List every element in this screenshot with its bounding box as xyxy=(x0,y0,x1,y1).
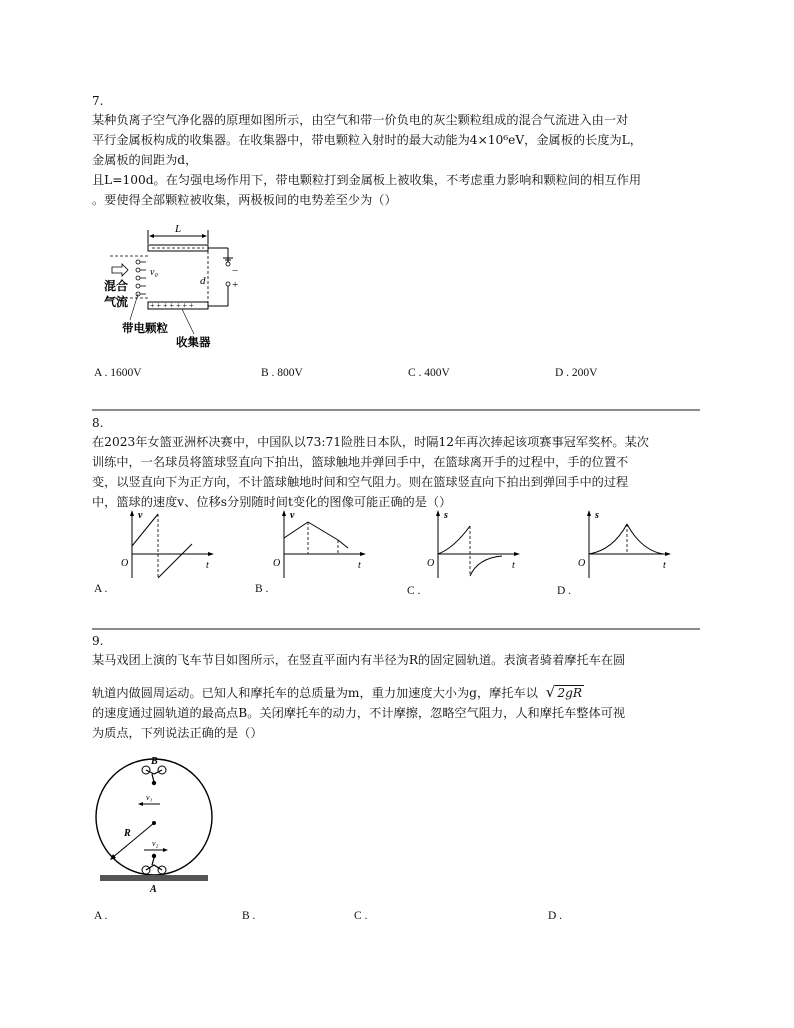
x-axis-label: t xyxy=(663,560,666,571)
question-text-line: 某种负离子空气净化器的原理如图所示，由空气和带一价负电的灰尘颗粒组成的混合气流进入由一对 xyxy=(92,113,629,127)
option-d[interactable]: D . 200V xyxy=(555,367,598,379)
origin-label: O xyxy=(427,558,435,569)
question-text-line: 金属板的间距为d， xyxy=(92,153,198,167)
graph-c xyxy=(424,508,520,580)
collector-diagram xyxy=(100,222,260,352)
question-number: 9. xyxy=(92,634,104,648)
velocity-2-label: v₂ xyxy=(152,839,159,848)
question-text: 轨道内做圆周运动。已知人和摩托车的总质量为m，重力加速度大小为g，摩托车以 xyxy=(92,686,538,700)
question-9 xyxy=(92,634,704,743)
option-a[interactable]: A . xyxy=(94,583,108,595)
mixed-flow-label: 混合 xyxy=(104,279,129,293)
question-7 xyxy=(92,94,704,210)
question-text-line: 的速度通过圆轨道的最高点B。关闭摩托车的动力，不计摩擦，忽略空气阻力，人和摩托车整体可视 xyxy=(92,706,626,720)
velocity-label: v₀ xyxy=(150,267,158,278)
question-text-line: 平行金属板构成的收集器。在收集器中，带电颗粒入射时的最大动能为4×10⁶eV，金属板的长度为L， xyxy=(92,133,642,147)
option-b[interactable]: B . xyxy=(242,910,256,922)
option-c[interactable]: C . xyxy=(407,585,421,597)
graph-b xyxy=(270,508,366,580)
question-text-line: 训练中，一名球员将篮球竖直向下拍出，篮球触地并弹回手中，在篮球离开手的过程中，手的位置不 xyxy=(92,455,629,469)
question-number: 7. xyxy=(92,94,104,108)
mixed-flow-label: 气流 xyxy=(104,295,129,309)
y-axis-label: s xyxy=(595,510,599,521)
y-axis-label: v xyxy=(290,510,295,521)
question-divider xyxy=(92,628,700,630)
origin-label: O xyxy=(273,558,281,569)
y-axis-label: s xyxy=(444,510,448,521)
svg-text:+ + + + + + +: + + + + + + + xyxy=(150,301,194,310)
radius-label: R xyxy=(124,828,131,839)
particle-label: 带电颗粒 xyxy=(122,323,168,335)
gap-label: d xyxy=(200,275,206,287)
graph-a xyxy=(118,508,214,580)
point-b-label: B xyxy=(151,756,158,767)
question-text-line: 变，以竖直向下为正方向，不计篮球触地时间和空气阻力。则在篮球竖直向下拍出到弹回手中的过程 xyxy=(92,475,629,489)
question-8 xyxy=(92,416,704,512)
origin-label: O xyxy=(121,558,129,569)
question-text-line: 某马戏团上演的飞车节目如图所示，在竖直平面内有半径为R的固定圆轨道。表演者骑着摩托车在圆 xyxy=(92,653,626,667)
question-text-line xyxy=(92,682,704,703)
loop-track-diagram xyxy=(94,752,218,894)
collector-label: 收集器 xyxy=(176,337,211,349)
point-a-label: A xyxy=(150,884,157,894)
sqrt-expression: √ 2gR xyxy=(545,683,583,701)
x-axis-label: t xyxy=(358,560,361,571)
x-axis-label: t xyxy=(206,560,209,571)
question-divider xyxy=(92,409,700,411)
option-a[interactable]: A . xyxy=(94,910,108,922)
option-b[interactable]: B . 800V xyxy=(261,367,303,379)
question-text-line: 为质点，下列说法正确的是（） xyxy=(92,726,263,740)
graph-d xyxy=(575,508,671,580)
minus-terminal: − xyxy=(232,265,239,277)
question-text-line: 且L=100d。在匀强电场作用下，带电颗粒打到金属板上被收集，不考虑重力影响和颗粒间的相互作用 xyxy=(92,173,642,187)
y-axis-label: v xyxy=(138,510,143,521)
question-text-line: 中，篮球的速度v、位移s分别随时间t变化的图像可能正确的是（） xyxy=(92,495,452,509)
question-number: 8. xyxy=(92,416,104,430)
sqrt-radicand: 2gR xyxy=(557,686,583,700)
option-d[interactable]: D . xyxy=(557,585,572,597)
question-text-line: 在2023年女篮亚洲杯决赛中，中国队以73:71险胜日本队，时隔12年再次捧起该项赛事冠军奖杯。某次 xyxy=(92,435,649,449)
option-c[interactable]: C . 400V xyxy=(408,367,450,379)
plus-terminal: + xyxy=(232,279,239,291)
option-a[interactable]: A . 1600V xyxy=(94,367,142,379)
question-text-line: 。要使得全部颗粒被收集，两极板间的电势差至少为（） xyxy=(92,193,397,207)
origin-label: O xyxy=(578,558,586,569)
option-c[interactable]: C . xyxy=(354,910,368,922)
option-b[interactable]: B . xyxy=(255,583,269,595)
motorcycle-bottom-icon xyxy=(142,854,166,874)
motorcycle-top-icon xyxy=(142,766,166,785)
length-label: L xyxy=(174,223,182,235)
velocity-1-label: v₁ xyxy=(146,793,153,802)
option-d[interactable]: D . xyxy=(548,910,563,922)
x-axis-label: t xyxy=(512,560,515,571)
